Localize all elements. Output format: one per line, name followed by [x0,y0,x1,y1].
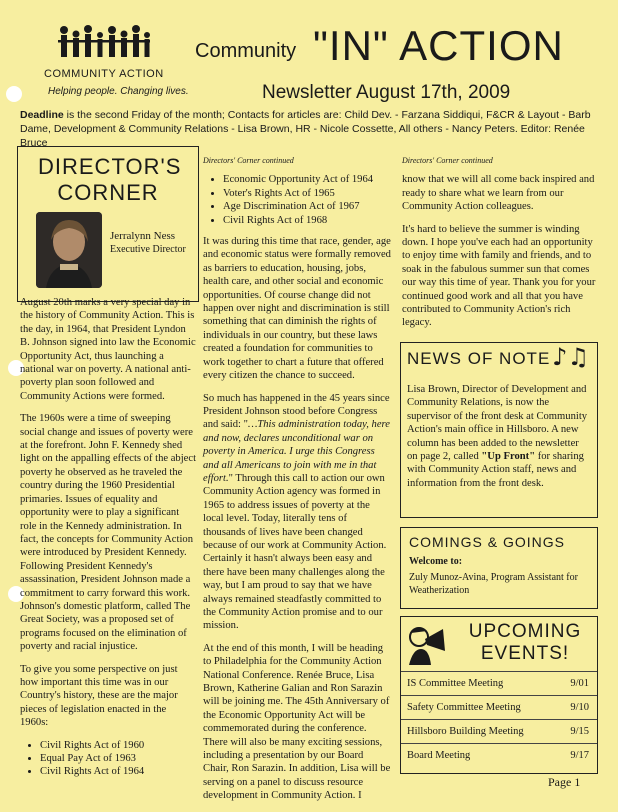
col3-paragraph-2: It's hard to believe the summer is winding down. I hope you've each had an opportunity to enjoy time with family and friends, and to soak in the fabulous summer sun that comes our way this time of year. Thank you for your continued good work and all that you have contributed to Community Action's rich legacy. [402,223,596,329]
list-item: • Voter's Rights Act of 1965 [223,187,391,200]
masthead-title: "IN" ACTION [313,22,564,69]
comings-goings-box [400,527,598,609]
community-action-logo [42,18,192,106]
comings-goings-title: COMINGS & GOINGS [409,534,566,550]
news-of-note-box [400,342,598,518]
event-date: 9/10 [556,696,597,720]
punch-hole-top [6,86,22,102]
table-row [401,672,597,696]
johnson-quote: …This administration today, here and now, declares unconditional war on poverty in America. I urge this Congress and all Americans to join with me in that effort. [203,419,390,484]
event-name: Safety Committee Meeting [401,696,556,720]
upcoming-events-box [400,616,598,774]
upcoming-events-title-line2: EVENTS! [480,643,570,664]
news-of-note-text: Lisa Brown, Director of Development and Community Relations, is now the supervisor of the front desk at Community Action's main office in Hillsboro. A new column has been added to the newsletter on page 2, called "Up Front" for sharing with Community Action staff, news and information from the front desk. [407,384,588,489]
legislation-list-2 [203,173,391,227]
list-item: • Civil Rights Act of 1964 [40,765,196,778]
directors-paragraph-2: The 1960s were a time of sweeping social change and issues of poverty were at the forefront. John F. Kennedy shed light on the appalling effects of the abject poverty he observed as he traveled the country during the 1960 Presidential primaries. Issues of equality and opportunity were to play a significant role in the Kennedy administration. In fact, the concepts for Community Action were introduced by President Kennedy. Following President Kennedy's assassination, President Johnson made a commitment to carry forward this work. Johnson's domestic platform, called The Great Society, was a proposed set of programs focused on the elimination of poverty and racial injustice. [20,413,197,653]
new-staff-note: Zuly Munoz-Avina, Program Assistant for Weatherization [409,572,578,596]
list-item: • Economic Opportunity Act of 1964 [223,173,391,186]
deadline-note [20,108,600,150]
directors-paragraph-1: August 20th marks a very special day in the history of Community Action. This is the day, in 1964, that President Lyndon B. Johnson signed into law the Economic Opportunity Act, thus launching a national war on poverty. A national anti-poverty plan soon followed and Community Actions were formed. [20,297,196,402]
director-name: Jerralynn Ness [110,230,176,242]
list-item: • Civil Rights Act of 1968 [223,214,391,227]
megaphone-man-icon [405,621,451,667]
news-of-note-title: NEWS OF NOTE [407,349,551,368]
upcoming-events-title [457,621,593,665]
event-name: IS Committee Meeting [401,672,556,696]
list-item: • Civil Rights Act of 1960 [40,739,196,752]
list-item: • Equal Pay Act of 1963 [40,752,196,765]
col2-p2-start: So much has happened in the 45 years since President Johnson stood before Congress and said: " [203,392,390,431]
event-date: 9/01 [556,672,597,696]
up-front-column-name: "Up Front" [481,451,536,463]
list-item: • Age Discrimination Act of 1967 [223,200,391,213]
event-date: 9/15 [556,720,597,744]
event-name: Hillsboro Building Meeting [401,720,556,744]
director-role: Executive Director [110,244,186,256]
col2-paragraph-3: At the end of this month, I will be heading to Philadelphia for the Community Action National Conference. Renée Bruce, Lisa Brown, Katherine Galian and Ron Sarazin will be joining me. The 45th Anniversary of the Economic Opportunity Act will be commemorated during the conference. There will also be many exciting sessions, including a presentation by our Board Chair, Ron Sarazin. In addition, Lisa will be serving on a panel to discuss resource development in Community Action. I [203,642,391,802]
col3-paragraph-1: know that we will all come back inspired and ready to share what we learn from our Community Action colleagues. [402,174,595,213]
directors-corner-continued-col2 [203,154,391,812]
director-photo [36,212,102,288]
col2-paragraph-1: It was during this time that race, gender, age and economic status were formally removed as barriers to education, housing, jobs, health care, and other social and economic opportunities. Of course change did not happen over night and discrimination is still something that can diminish the rights of individuals in our country, but these laws created a foundation for communities to work together to chart a future that offered every citizen the chance to succeed. [203,236,391,382]
table-row [401,744,597,768]
legislation-list-1 [20,739,196,779]
deadline-label: Deadline [20,109,64,121]
col2-p2-end: " Through this call to action our own Community Action agency was formed in 1965 to address issues of poverty at the local level. Today, literally tens of thousands of lives have been changed because of our work at Community Action. Certainly it hasn't always been easy and there have been many challenges along the way, but I am proud to say that we have always remained steadfastly committed to the Community Action promise and to our mission. [203,472,387,632]
directors-paragraph-3: To give you some perspective on just how important this time was in our Country's history, these are the major pieces of legislation enacted in the 1960s: [20,663,178,729]
table-row [401,696,597,720]
upcoming-events-title-line1: UPCOMING [468,621,582,642]
logo-org-name: COMMUNITY ACTION [44,68,164,80]
masthead-prefix: Community [195,40,297,62]
masthead [195,22,615,82]
logo-tagline: Helping people. Changing lives. [48,86,189,97]
directors-corner-continued-col3 [402,154,598,339]
newsletter-date: Newsletter August 17th, 2009 [262,82,511,103]
events-table [401,671,597,767]
table-row [401,720,597,744]
people-logo-icon [56,22,152,62]
welcome-label: Welcome to: [409,556,463,567]
directors-corner [20,146,197,778]
continued-label: Directors' Corner continued [203,156,294,165]
page-number: Page 1 [548,775,581,789]
directors-corner-title: DIRECTOR'S CORNER [38,154,182,205]
music-notes-icon: ♪♫ [552,343,589,371]
col2-paragraph-2 [203,392,391,633]
continued-label: Directors' Corner continued [402,156,493,165]
deadline-text: is the second Friday of the month; Contacts for articles are: Child Dev. - Farzana Siddiqui, F&CR & Layout - Barb Dame, Development & Community Relations - Lisa Brown, HR - Nicole Cossette, All others - Nancy Peters. Editor: Renée Bruce [20,109,591,149]
event-date: 9/17 [556,744,597,768]
event-name: Board Meeting [401,744,556,768]
